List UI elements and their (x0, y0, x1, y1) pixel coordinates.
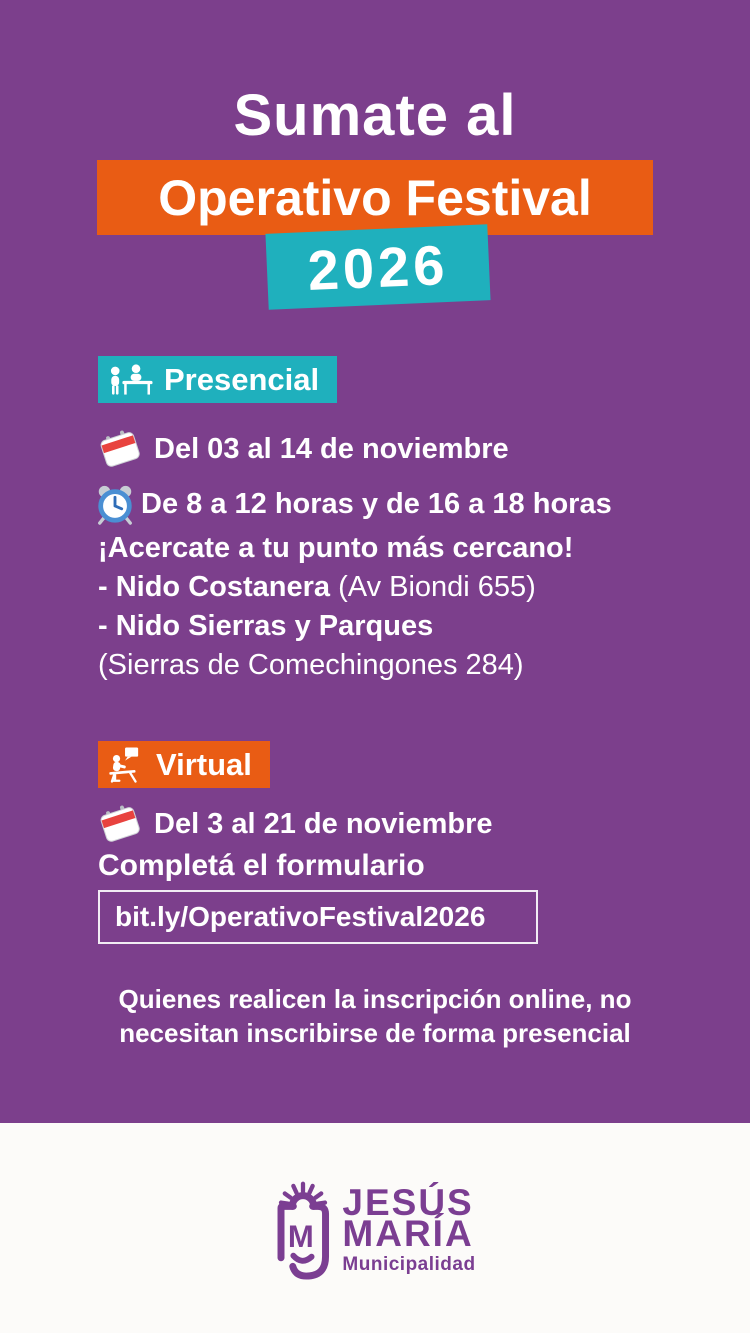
presencial-cta: ¡Acercate a tu punto más cercano! (98, 532, 574, 564)
presencial-hours: De 8 a 12 horas y de 16 a 18 horas (141, 487, 612, 520)
online-registration-note (0, 982, 750, 1050)
location-address: (Av Biondi 655) (330, 571, 536, 603)
title-text: Operativo Festival (158, 169, 592, 226)
people-at-desk-icon (108, 363, 154, 396)
calendar-icon (98, 428, 142, 470)
location-name: - Nido Costanera (98, 571, 331, 603)
year-text: 2026 (306, 232, 450, 302)
virtual-date-row (98, 803, 492, 845)
virtual-cta: Completá el formulario (98, 849, 425, 882)
location-address: (Sierras de Comechingones 284) (98, 649, 524, 681)
note-line: necesitan inscribirse de forma presencial (119, 1018, 631, 1048)
footer (0, 1123, 750, 1333)
org-name-line2: MARÍA (342, 1212, 474, 1254)
title-banner (97, 160, 653, 235)
jm-monogram-logo (274, 1172, 332, 1290)
org-subtitle: Municipalidad (342, 1253, 476, 1275)
virtual-date: Del 3 al 21 de noviembre (154, 807, 493, 840)
presencial-date-row (98, 428, 509, 470)
registration-link[interactable]: bit.ly/OperativoFestival2026 (115, 901, 486, 932)
person-at-computer-icon (108, 746, 146, 783)
calendar-icon (98, 803, 142, 845)
municipality-wordmark (342, 1181, 476, 1276)
location-name: - Nido Sierras y Parques (98, 610, 434, 642)
org-name-line1: JESÚS (342, 1181, 474, 1223)
note-line: Quienes realicen la inscripción online, no (118, 984, 632, 1014)
presencial-badge (98, 356, 337, 403)
municipality-logo (274, 1172, 475, 1290)
virtual-badge (98, 741, 270, 788)
year-banner (265, 224, 490, 310)
presencial-locations (98, 529, 573, 685)
location-line (98, 568, 573, 607)
alarm-clock-icon (94, 483, 136, 525)
presencial-label: Presencial (164, 361, 320, 397)
intro-heading: Sumate al (233, 83, 517, 148)
presencial-hours-row (94, 483, 612, 525)
virtual-label: Virtual (156, 746, 252, 782)
registration-link-box[interactable] (98, 890, 538, 944)
presencial-date: Del 03 al 14 de noviembre (154, 432, 509, 465)
monogram-letter: M (288, 1219, 315, 1255)
